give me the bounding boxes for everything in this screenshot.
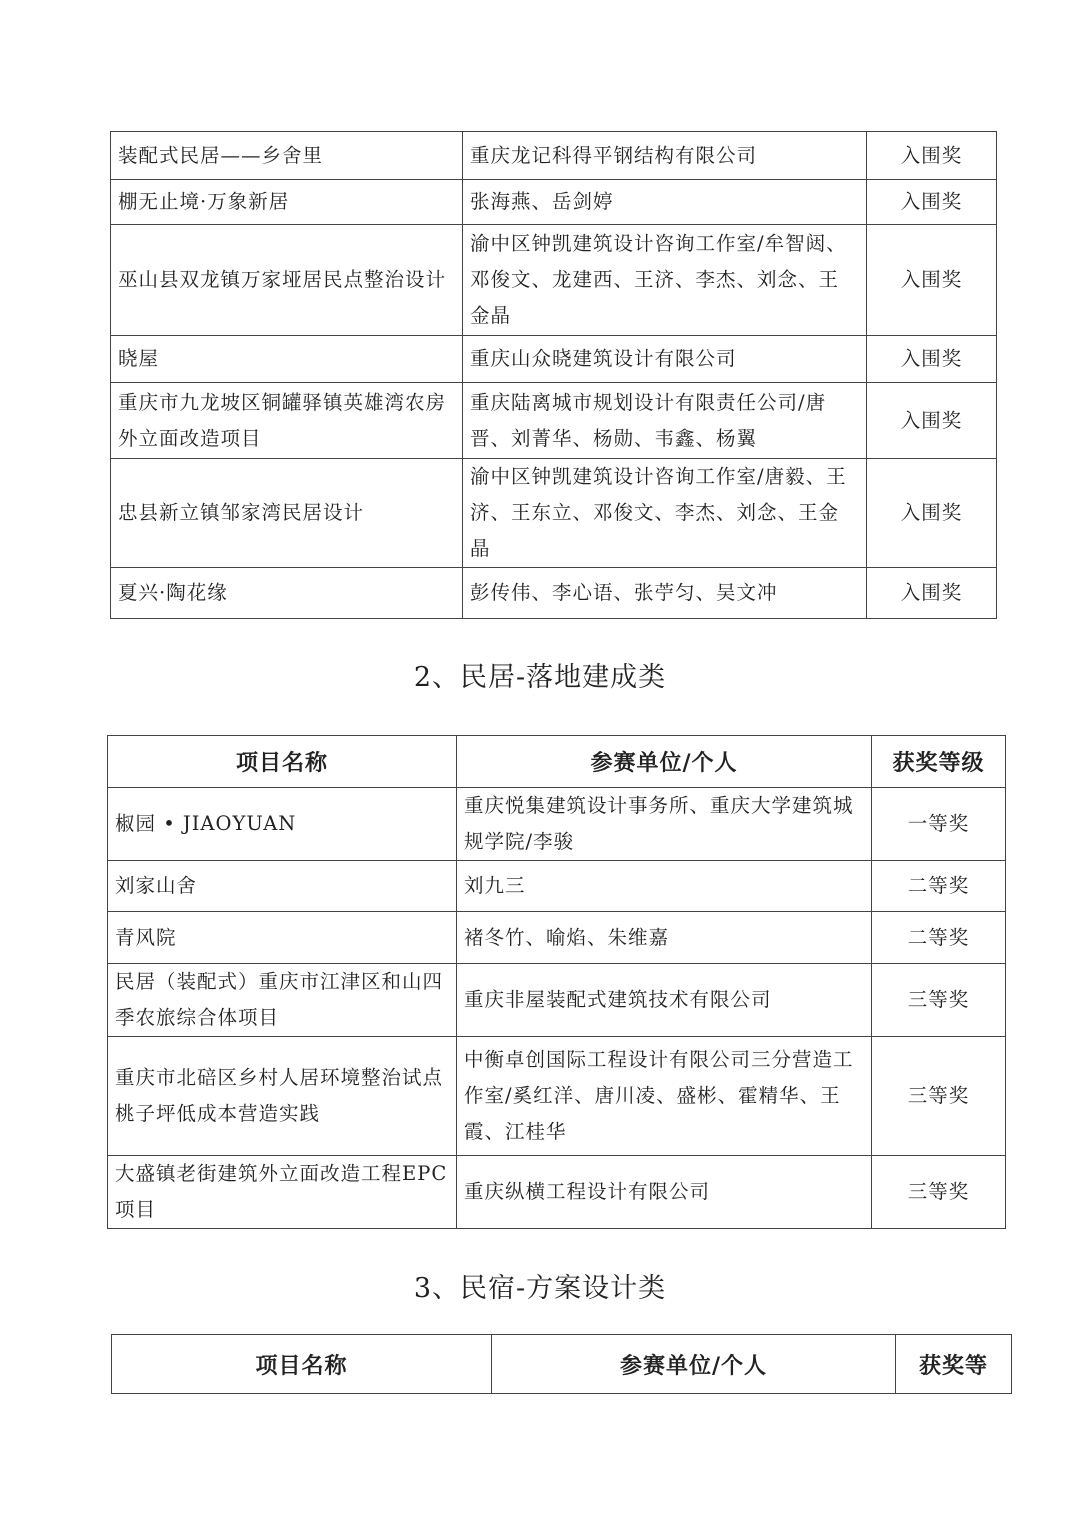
section-2-title: 2、民居-落地建成类 <box>413 662 667 693</box>
project-name-cell: 青风院 <box>108 912 457 964</box>
award-level-cell: 一等奖 <box>872 788 1006 861</box>
award-level-cell: 入围奖 <box>867 132 997 180</box>
participant-cell: 中衡卓创国际工程设计有限公司三分营造工作室/奚红洋、唐川凌、盛彬、霍精华、王霞、江桂华 <box>457 1037 872 1156</box>
project-name-cell: 夏兴·陶花缘 <box>111 568 463 619</box>
project-name-cell: 民居（装配式）重庆市江津区和山四季农旅综合体项目 <box>108 964 457 1037</box>
project-name-cell: 棚无止境·万象新居 <box>111 180 463 225</box>
table-row <box>111 132 997 180</box>
participant-cell: 张海燕、岳剑婷 <box>463 180 867 225</box>
award-level-cell: 入围奖 <box>867 336 997 383</box>
table-header-row <box>112 1335 1012 1394</box>
award-level-cell: 入围奖 <box>867 180 997 225</box>
column-header-project-name: 项目名称 <box>108 736 457 788</box>
table-row <box>108 861 1006 912</box>
column-header-participant: 参赛单位/个人 <box>492 1335 896 1394</box>
award-level-cell: 入围奖 <box>867 225 997 336</box>
project-name-cell: 重庆市九龙坡区铜罐驿镇英雄湾农房外立面改造项目 <box>111 383 463 459</box>
column-header-award-level: 获奖等 <box>896 1335 1012 1394</box>
table-row <box>108 788 1006 861</box>
project-name-cell: 晓屋 <box>111 336 463 383</box>
table-row <box>108 964 1006 1037</box>
award-level-cell: 二等奖 <box>872 861 1006 912</box>
participant-cell: 褚冬竹、喻焰、朱维嘉 <box>457 912 872 964</box>
participant-cell: 重庆陆离城市规划设计有限责任公司/唐晋、刘菁华、杨勋、韦鑫、杨翼 <box>463 383 867 459</box>
project-name-cell: 刘家山舍 <box>108 861 457 912</box>
table-row <box>111 459 997 568</box>
award-table-3 <box>111 1334 1012 1394</box>
award-level-cell: 入围奖 <box>867 459 997 568</box>
table-row <box>111 180 997 225</box>
column-header-participant: 参赛单位/个人 <box>457 736 872 788</box>
award-level-cell: 二等奖 <box>872 912 1006 964</box>
table-row <box>108 1037 1006 1156</box>
table-header-row <box>108 736 1006 788</box>
participant-cell: 渝中区钟凯建筑设计咨询工作室/牟智闼、邓俊文、龙建西、王济、李杰、刘念、王金晶 <box>463 225 867 336</box>
award-level-cell: 三等奖 <box>872 964 1006 1037</box>
award-level-cell: 入围奖 <box>867 568 997 619</box>
participant-cell: 重庆山众晓建筑设计有限公司 <box>463 336 867 383</box>
award-level-cell: 入围奖 <box>867 383 997 459</box>
award-level-cell: 三等奖 <box>872 1037 1006 1156</box>
participant-cell: 彭传伟、李心语、张苧匀、吴文冲 <box>463 568 867 619</box>
participant-cell: 重庆悦集建筑设计事务所、重庆大学建筑城规学院/李骏 <box>457 788 872 861</box>
award-level-cell: 三等奖 <box>872 1156 1006 1229</box>
column-header-award-level: 获奖等级 <box>872 736 1006 788</box>
participant-cell: 重庆纵横工程设计有限公司 <box>457 1156 872 1229</box>
column-header-project-name: 项目名称 <box>112 1335 492 1394</box>
participant-cell: 刘九三 <box>457 861 872 912</box>
table-row <box>111 336 997 383</box>
award-table-2 <box>107 735 1006 1229</box>
section-3-title: 3、民宿-方案设计类 <box>413 1273 667 1304</box>
project-name-cell: 巫山县双龙镇万家垭居民点整治设计 <box>111 225 463 336</box>
participant-cell: 重庆非屋装配式建筑技术有限公司 <box>457 964 872 1037</box>
participant-cell: 渝中区钟凯建筑设计咨询工作室/唐毅、王济、王东立、邓俊文、李杰、刘念、王金晶 <box>463 459 867 568</box>
participant-cell: 重庆龙记科得平钢结构有限公司 <box>463 132 867 180</box>
project-name-cell: 椒园 • JIAOYUAN <box>108 788 457 861</box>
table-row <box>111 568 997 619</box>
project-name-cell: 忠县新立镇邹家湾民居设计 <box>111 459 463 568</box>
table-row <box>111 383 997 459</box>
project-name-cell: 大盛镇老街建筑外立面改造工程EPC 项目 <box>108 1156 457 1229</box>
table-row <box>108 912 1006 964</box>
project-name-cell: 装配式民居——乡舍里 <box>111 132 463 180</box>
table-row <box>111 225 997 336</box>
project-name-cell: 重庆市北碚区乡村人居环境整治试点桃子坪低成本营造实践 <box>108 1037 457 1156</box>
award-table-1 <box>110 131 997 619</box>
table-row <box>108 1156 1006 1229</box>
